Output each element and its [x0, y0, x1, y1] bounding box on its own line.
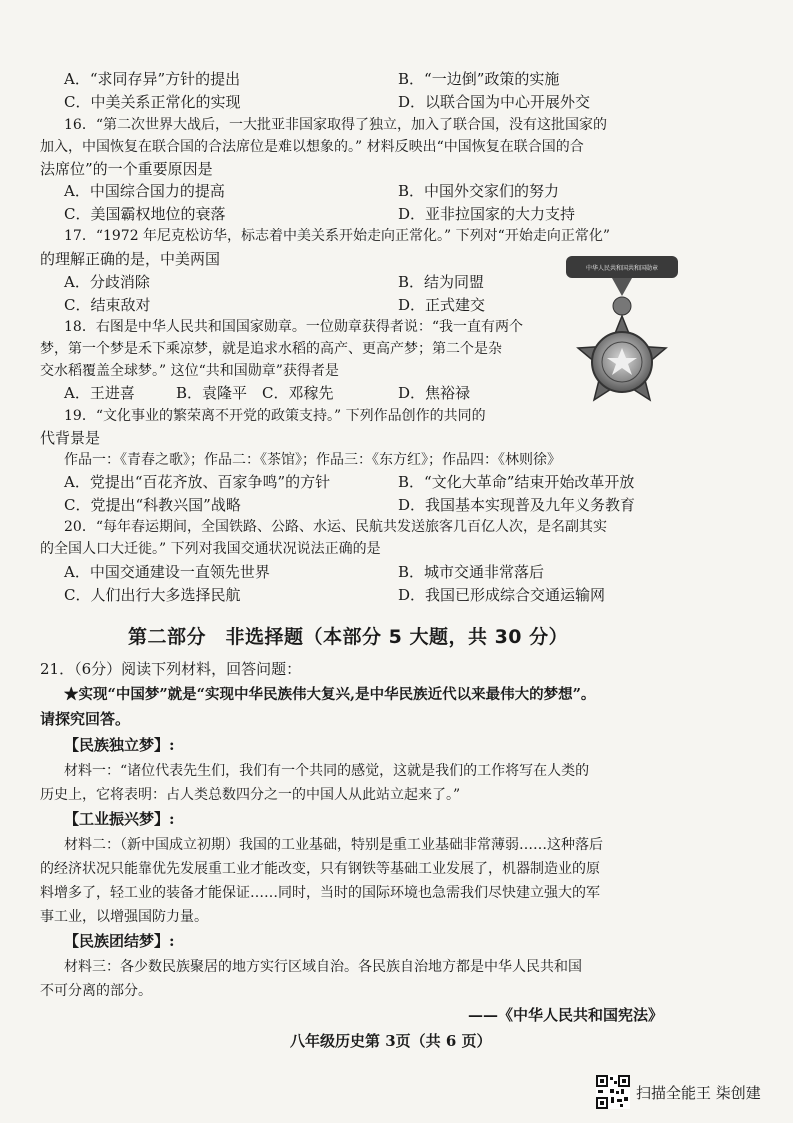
q17-stem-line2: 的理解正确的是，中美两国 [40, 250, 221, 268]
medal-ribbon-text: 中华人民共和国共和国勋章 [585, 265, 659, 272]
q20-option-c[interactable]: C．人们出行大多选择民航 [64, 586, 241, 604]
scanner-watermark: 扫描全能王 柒创建 [636, 1084, 761, 1102]
q16-option-d[interactable]: D．亚非拉国家的大力支持 [398, 205, 576, 223]
q21-material1-line1: 材料一：“诸位代表先生们，我们有一个共同的感觉，这就是我们的工作将写在人类的 [64, 763, 590, 779]
q18-stem-line1: 18．右图是中华人民共和国国家勋章。一位勋章获得者说：“我一直有两个 [64, 319, 523, 335]
q21-material2-line3: 料增多了，轻工业的装备才能保证……同时，当时的国际环境也急需我们尽快建立强大的军 [40, 885, 600, 901]
q16-stem-line2: 加入，中国恢复在联合国的合法席位是难以想象的。” 材料反映出“中国恢复在联合国的合 [40, 139, 584, 155]
q19-works-list: 作品一：《青春之歌》；作品二：《茶馆》；作品三：《东方红》；作品四：《林则徐》 [64, 452, 561, 468]
q15-option-b[interactable]: B．“一边倒”政策的实施 [398, 70, 560, 88]
q17-option-a[interactable]: A．分歧消除 [64, 273, 150, 291]
q16-option-a[interactable]: A．中国综合国力的提高 [64, 182, 225, 200]
qr-code-icon [596, 1075, 630, 1109]
q21-heading-independence: 【民族独立梦】: [64, 736, 175, 754]
q20-option-b[interactable]: B．城市交通非常落后 [398, 563, 545, 581]
q18-option-c[interactable]: C．邓稼先 [262, 384, 334, 402]
q16-option-c[interactable]: C．美国霸权地位的衰落 [64, 205, 226, 223]
q18-stem-line2: 梦，第一个梦是禾下乘凉梦，就是追求水稻的高产、更高产梦；第二个是杂 [40, 341, 502, 357]
page-footer: 八年级历史第 3页（共 6 页） [290, 1032, 492, 1050]
q21-star-line2: 请探究回答。 [40, 710, 131, 728]
q21-material3-line2: 不可分离的部分。 [40, 983, 152, 999]
q18-option-d[interactable]: D．焦裕禄 [398, 384, 471, 402]
q15-option-d[interactable]: D．以联合国为中心开展外交 [398, 93, 591, 111]
medal-clasp [612, 278, 632, 296]
q20-option-a[interactable]: A．中国交通建设一直领先世界 [64, 563, 270, 581]
q16-option-b[interactable]: B．中国外交家们的努力 [398, 182, 560, 200]
q20-option-d[interactable]: D．我国已形成综合交通运输网 [398, 586, 606, 604]
q21-material2-line4: 事工业，以增强国防力量。 [40, 909, 208, 925]
q16-stem-line1: 16．“第二次世界大战后，一大批亚非国家取得了独立，加入了联合国，没有这批国家的 [64, 117, 607, 133]
q18-option-b[interactable]: B．袁隆平 [176, 384, 248, 402]
q17-stem-line1: 17．“1972 年尼克松访华，标志着中美关系开始走向正常化。” 下列对“开始走向正常化” [64, 228, 610, 244]
q19-option-b[interactable]: B．“文化大革命”结束开始改革开放 [398, 473, 635, 491]
q20-stem-line2: 的全国人口大迁徙。” 下列对我国交通状况说法正确的是 [40, 541, 381, 557]
q21-heading-unity: 【民族团结梦】: [64, 932, 175, 950]
medal-knot [613, 297, 631, 315]
q21-intro: 21．（6分）阅读下列材料，回答问题： [40, 660, 302, 678]
q21-material3-line1: 材料三：各少数民族聚居的地方实行区域自治。各民族自治地方都是中华人民共和国 [64, 959, 582, 975]
national-medal-image [552, 250, 692, 420]
q21-material3-source: ——《中华人民共和国宪法》 [468, 1006, 664, 1024]
q15-option-c[interactable]: C．中美关系正常化的实现 [64, 93, 241, 111]
q15-option-a[interactable]: A．“求同存异”方针的提出 [64, 70, 241, 88]
q21-material1-line2: 历史上，它将表明：占人类总数四分之一的中国人从此站立起来了。” [40, 787, 461, 803]
q18-option-a[interactable]: A．王进喜 [64, 384, 135, 402]
q18-stem-line3: 交水稻覆盖全球梦。” 这位“共和国勋章”获得者是 [40, 363, 339, 379]
q19-stem-line2: 代背景是 [40, 429, 101, 447]
medal-star-body [578, 316, 666, 400]
q19-option-a[interactable]: A．党提出“百花齐放、百家争鸣”的方针 [64, 473, 331, 491]
q21-material2-line2: 的经济状况只能靠优先发展重工业才能改变，只有钢铁等基础工业发展了，机器制造业的原 [40, 861, 600, 877]
q17-option-b[interactable]: B．结为同盟 [398, 273, 485, 291]
q17-option-d[interactable]: D．正式建交 [398, 296, 486, 314]
q19-option-d[interactable]: D．我国基本实现普及九年义务教育 [398, 496, 636, 514]
q21-material2-line1: 材料二：（新中国成立初期）我国的工业基础，特别是重工业基础非常薄弱……这种落后 [64, 837, 603, 853]
q16-stem-line3: 法席位”的一个重要原因是 [40, 160, 213, 178]
q21-star-line1: ★实现“中国梦”就是“实现中华民族伟大复兴,是中华民族近代以来最伟大的梦想”。 [64, 686, 596, 703]
q17-option-c[interactable]: C．结束敌对 [64, 296, 151, 314]
q19-option-c[interactable]: C．党提出“科教兴国”战略 [64, 496, 241, 514]
q21-heading-industry: 【工业振兴梦】: [64, 810, 175, 828]
q20-stem-line1: 20．“每年春运期间，全国铁路、公路、水运、民航共发送旅客几百亿人次，是名副其实 [64, 519, 607, 535]
section-heading: 第二部分 非选择题（本部分 5 大题，共 30 分） [128, 626, 569, 648]
q19-stem-line1: 19．“文化事业的繁荣离不开党的政策支持。” 下列作品创作的共同的 [64, 408, 486, 424]
